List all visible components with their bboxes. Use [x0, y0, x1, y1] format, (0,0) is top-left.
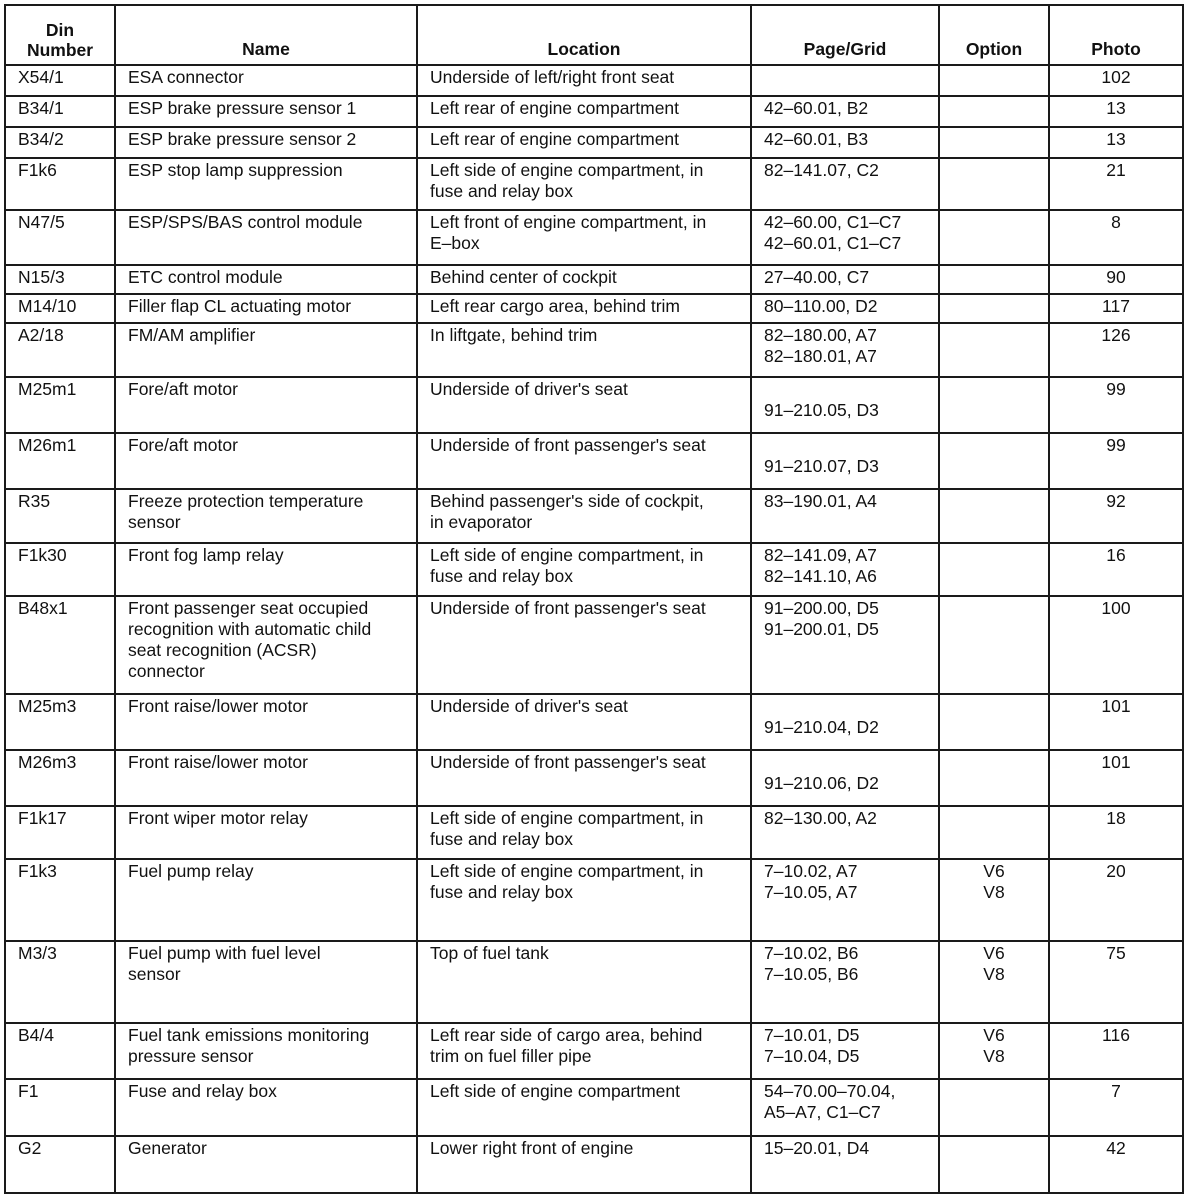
option-line: V8 [983, 1046, 1005, 1066]
header-name: Name [115, 5, 417, 65]
table-row [5, 941, 1183, 1023]
photo-cell [1049, 377, 1183, 433]
page-line: 82–141.07, C2 [764, 160, 879, 180]
option-cell [939, 323, 1049, 377]
din-number-cell [5, 210, 115, 265]
name-line: sensor [128, 964, 181, 984]
location-line: Underside of driver's seat [430, 696, 628, 716]
name-cell [115, 210, 417, 265]
location-line: fuse and relay box [430, 566, 574, 586]
photo-cell [1049, 323, 1183, 377]
header-photo: Photo [1049, 5, 1183, 65]
din-value: A2/18 [18, 325, 64, 345]
location-line: Behind center of cockpit [430, 267, 617, 287]
table-row [5, 1079, 1183, 1136]
page-line [764, 379, 930, 400]
photo-cell [1049, 941, 1183, 1023]
din-value: F1 [18, 1081, 39, 1101]
photo-value: 8 [1111, 212, 1121, 232]
name-cell [115, 127, 417, 158]
option-cell [939, 433, 1049, 489]
page-line: 7–10.01, D5 [764, 1025, 860, 1045]
din-number-cell [5, 859, 115, 941]
location-cell [417, 377, 751, 433]
page-line: 91–210.07, D3 [764, 456, 879, 476]
photo-cell [1049, 96, 1183, 127]
location-cell [417, 941, 751, 1023]
name-cell [115, 377, 417, 433]
name-line: Front wiper motor relay [128, 808, 308, 828]
table-row [5, 323, 1183, 377]
location-line: Top of fuel tank [430, 943, 549, 963]
location-line: Left side of engine compartment, in [430, 545, 704, 565]
din-value: M26m1 [18, 435, 77, 455]
location-cell [417, 596, 751, 694]
page-line [764, 435, 930, 456]
din-number-cell [5, 1023, 115, 1079]
din-value: M26m3 [18, 752, 77, 772]
location-line: Underside of front passenger's seat [430, 752, 706, 772]
din-number-cell [5, 941, 115, 1023]
photo-value: 21 [1106, 160, 1126, 180]
name-line: Front passenger seat occupied [128, 598, 369, 618]
name-line: ESA connector [128, 67, 244, 87]
location-cell [417, 294, 751, 323]
name-cell [115, 596, 417, 694]
location-cell [417, 694, 751, 750]
page-grid-cell [751, 210, 939, 265]
name-line: Front raise/lower motor [128, 752, 308, 772]
location-cell [417, 210, 751, 265]
option-cell [939, 127, 1049, 158]
option-line: V6 [983, 1025, 1005, 1045]
location-line: Left side of engine compartment, in [430, 861, 704, 881]
din-number-cell [5, 127, 115, 158]
location-cell [417, 265, 751, 294]
photo-value: 92 [1106, 491, 1126, 511]
photo-value: 117 [1102, 296, 1130, 316]
name-cell [115, 294, 417, 323]
photo-value: 101 [1101, 752, 1131, 772]
table-row [5, 694, 1183, 750]
page-line: 82–180.00, A7 [764, 325, 877, 345]
page-grid-cell [751, 489, 939, 543]
name-line: recognition with automatic child [128, 619, 372, 639]
option-cell [939, 210, 1049, 265]
din-value: M14/10 [18, 296, 77, 316]
location-line: Left side of engine compartment, in [430, 808, 704, 828]
table-row [5, 433, 1183, 489]
page-line: A5–A7, C1–C7 [764, 1102, 881, 1122]
din-number-cell [5, 377, 115, 433]
table-row [5, 127, 1183, 158]
location-cell [417, 543, 751, 596]
location-line: Underside of front passenger's seat [430, 598, 706, 618]
page-line: 42–60.00, C1–C7 [764, 212, 902, 232]
din-value: F1k3 [18, 861, 57, 881]
name-line: Fuse and relay box [128, 1081, 277, 1101]
name-line: ETC control module [128, 267, 283, 287]
option-cell [939, 96, 1049, 127]
name-line: Filler flap CL actuating motor [128, 296, 352, 316]
location-cell [417, 96, 751, 127]
name-line: Fuel pump with fuel level [128, 943, 321, 963]
page-grid-cell [751, 596, 939, 694]
table-row [5, 596, 1183, 694]
name-line: Fuel tank emissions monitoring [128, 1025, 370, 1045]
page-line: 82–130.00, A2 [764, 808, 877, 828]
page-grid-cell [751, 377, 939, 433]
page-line: 80–110.00, D2 [764, 296, 878, 316]
din-value: N47/5 [18, 212, 65, 232]
location-cell [417, 1023, 751, 1079]
location-line: Underside of driver's seat [430, 379, 628, 399]
table-row [5, 543, 1183, 596]
din-number-cell [5, 1136, 115, 1193]
location-line: fuse and relay box [430, 829, 574, 849]
page-grid-cell [751, 1136, 939, 1193]
page-grid-cell [751, 158, 939, 210]
location-cell [417, 323, 751, 377]
name-line: sensor [128, 512, 181, 532]
location-line: Left side of engine compartment [430, 1081, 681, 1101]
name-line: ESP brake pressure sensor 1 [128, 98, 357, 118]
name-cell [115, 941, 417, 1023]
page-line: 91–200.01, D5 [764, 619, 879, 639]
photo-cell [1049, 1079, 1183, 1136]
page-line: 82–141.10, A6 [764, 566, 877, 586]
page-grid-cell [751, 127, 939, 158]
name-line: Freeze protection temperature [128, 491, 364, 511]
page-line: 42–60.01, B3 [764, 129, 869, 149]
photo-value: 99 [1106, 379, 1126, 399]
header-option: Option [939, 5, 1049, 65]
photo-value: 90 [1106, 267, 1126, 287]
location-line: Left rear of engine compartment [430, 129, 680, 149]
option-cell [939, 694, 1049, 750]
location-line: Left side of engine compartment, in [430, 160, 704, 180]
name-cell [115, 65, 417, 96]
header-din-line-2: Number [26, 40, 94, 60]
page-line: 15–20.01, D4 [764, 1138, 870, 1158]
photo-cell [1049, 489, 1183, 543]
din-value: F1k30 [18, 545, 67, 565]
location-line: In liftgate, behind trim [430, 325, 598, 345]
location-cell [417, 127, 751, 158]
page-grid-cell [751, 694, 939, 750]
location-line: Left front of engine compartment, in [430, 212, 707, 232]
option-cell [939, 489, 1049, 543]
photo-value: 99 [1106, 435, 1126, 455]
name-cell [115, 1023, 417, 1079]
location-line: fuse and relay box [430, 882, 574, 902]
option-cell [939, 65, 1049, 96]
din-value: N15/3 [18, 267, 65, 287]
name-line: ESP/SPS/BAS control module [128, 212, 363, 232]
name-cell [115, 543, 417, 596]
option-line: V8 [983, 964, 1005, 984]
location-line: in evaporator [430, 512, 533, 532]
page-grid-cell [751, 323, 939, 377]
photo-value: 16 [1106, 545, 1126, 565]
photo-value: 102 [1101, 67, 1131, 87]
page-line: 27–40.00, C7 [764, 267, 870, 287]
photo-value: 100 [1101, 598, 1131, 618]
name-cell [115, 96, 417, 127]
din-value: M25m1 [18, 379, 77, 399]
name-line: ESP brake pressure sensor 2 [128, 129, 357, 149]
location-line: Left rear cargo area, behind trim [430, 296, 680, 316]
din-value: X54/1 [18, 67, 64, 87]
page-grid-cell [751, 1079, 939, 1136]
page-line: 91–200.00, D5 [764, 598, 879, 618]
page-line: 91–210.04, D2 [764, 717, 879, 737]
header-page-grid: Page/Grid [751, 5, 939, 65]
page-line: 42–60.01, C1–C7 [764, 233, 902, 253]
option-cell [939, 543, 1049, 596]
option-cell [939, 941, 1049, 1023]
din-number-cell [5, 65, 115, 96]
page-line: 7–10.04, D5 [764, 1046, 860, 1066]
photo-cell [1049, 294, 1183, 323]
table-row [5, 1023, 1183, 1079]
location-cell [417, 750, 751, 806]
location-cell [417, 1079, 751, 1136]
option-cell [939, 265, 1049, 294]
option-line: V6 [983, 943, 1005, 963]
name-line: Fore/aft motor [128, 379, 238, 399]
page-line: 7–10.02, A7 [764, 861, 858, 881]
location-cell [417, 433, 751, 489]
option-line: V8 [983, 882, 1005, 902]
photo-cell [1049, 1136, 1183, 1193]
page-grid-cell [751, 859, 939, 941]
photo-cell [1049, 859, 1183, 941]
header-location: Location [417, 5, 751, 65]
page-line: 82–180.01, A7 [764, 346, 877, 366]
din-value: M25m3 [18, 696, 77, 716]
page-grid-cell [751, 750, 939, 806]
location-line: Underside of left/right front seat [430, 67, 675, 87]
location-cell [417, 489, 751, 543]
din-number-cell [5, 596, 115, 694]
photo-cell [1049, 694, 1183, 750]
location-line: fuse and relay box [430, 181, 574, 201]
option-cell [939, 806, 1049, 859]
option-cell [939, 377, 1049, 433]
table-row [5, 489, 1183, 543]
name-line: ESP stop lamp suppression [128, 160, 343, 180]
location-line: Left rear side of cargo area, behind [430, 1025, 703, 1045]
photo-cell [1049, 210, 1183, 265]
location-cell [417, 158, 751, 210]
din-number-cell [5, 694, 115, 750]
option-cell [939, 294, 1049, 323]
location-line: Lower right front of engine [430, 1138, 634, 1158]
photo-cell [1049, 543, 1183, 596]
name-cell [115, 859, 417, 941]
photo-value: 116 [1102, 1025, 1130, 1045]
din-value: B34/2 [18, 129, 64, 149]
table-row [5, 806, 1183, 859]
din-number-cell [5, 294, 115, 323]
table-row [5, 377, 1183, 433]
page-line: 82–141.09, A7 [764, 545, 877, 565]
photo-cell [1049, 127, 1183, 158]
page-line: 7–10.05, B6 [764, 964, 859, 984]
din-number-cell [5, 1079, 115, 1136]
option-cell [939, 1023, 1049, 1079]
photo-cell [1049, 1023, 1183, 1079]
name-cell [115, 489, 417, 543]
page-grid-cell [751, 543, 939, 596]
table-row [5, 96, 1183, 127]
name-cell [115, 806, 417, 859]
option-cell [939, 596, 1049, 694]
din-number-cell [5, 158, 115, 210]
photo-value: 7 [1111, 1081, 1121, 1101]
option-cell [939, 750, 1049, 806]
header-din-number [5, 5, 115, 65]
page-grid-cell [751, 96, 939, 127]
photo-cell [1049, 806, 1183, 859]
name-line: Generator [128, 1138, 207, 1158]
page-line [764, 696, 930, 717]
din-value: R35 [18, 491, 51, 511]
name-cell [115, 694, 417, 750]
page-line: 7–10.05, A7 [764, 882, 858, 902]
option-cell [939, 1079, 1049, 1136]
name-line: Fore/aft motor [128, 435, 238, 455]
name-cell [115, 323, 417, 377]
photo-cell [1049, 433, 1183, 489]
table-row [5, 750, 1183, 806]
location-line: Behind passenger's side of cockpit, [430, 491, 704, 511]
din-number-cell [5, 806, 115, 859]
din-value: G2 [18, 1138, 42, 1158]
name-line: Fuel pump relay [128, 861, 254, 881]
page-line: 54–70.00–70.04, [764, 1081, 896, 1101]
din-number-cell [5, 323, 115, 377]
table-body [5, 65, 1183, 1193]
page-line: 7–10.02, B6 [764, 943, 859, 963]
table-row [5, 158, 1183, 210]
page-line: 91–210.05, D3 [764, 400, 879, 420]
name-line: Front raise/lower motor [128, 696, 308, 716]
din-number-cell [5, 543, 115, 596]
name-line: pressure sensor [128, 1046, 254, 1066]
din-number-cell [5, 96, 115, 127]
header-din-line-1: Din [45, 20, 75, 40]
din-value: F1k17 [18, 808, 67, 828]
din-value: B34/1 [18, 98, 64, 118]
photo-value: 13 [1106, 129, 1126, 149]
page-line: 42–60.01, B2 [764, 98, 869, 118]
din-value: B4/4 [18, 1025, 54, 1045]
photo-cell [1049, 158, 1183, 210]
location-line: trim on fuel filler pipe [430, 1046, 592, 1066]
photo-value: 18 [1106, 808, 1126, 828]
table-row [5, 265, 1183, 294]
table-row [5, 210, 1183, 265]
component-location-table [4, 4, 1184, 1194]
name-cell [115, 265, 417, 294]
photo-value: 101 [1101, 696, 1131, 716]
option-cell [939, 1136, 1049, 1193]
name-line: seat recognition (ACSR) [128, 640, 317, 660]
header-row [5, 5, 1183, 65]
page-grid-cell [751, 941, 939, 1023]
page-grid-cell [751, 806, 939, 859]
name-line: FM/AM amplifier [128, 325, 256, 345]
din-number-cell [5, 265, 115, 294]
name-cell [115, 1079, 417, 1136]
photo-cell [1049, 750, 1183, 806]
din-number-cell [5, 489, 115, 543]
table-row [5, 65, 1183, 96]
name-line: connector [128, 661, 205, 681]
page-line [764, 752, 930, 773]
photo-value: 75 [1106, 943, 1126, 963]
din-value: F1k6 [18, 160, 57, 180]
option-cell [939, 859, 1049, 941]
photo-value: 20 [1106, 861, 1126, 881]
page-grid-cell [751, 65, 939, 96]
page-line: 91–210.06, D2 [764, 773, 879, 793]
photo-cell [1049, 596, 1183, 694]
page-grid-cell [751, 265, 939, 294]
name-cell [115, 750, 417, 806]
name-cell [115, 158, 417, 210]
photo-value: 42 [1106, 1138, 1126, 1158]
page-line: 83–190.01, A4 [764, 491, 877, 511]
option-cell [939, 158, 1049, 210]
page-grid-cell [751, 1023, 939, 1079]
page-grid-cell [751, 433, 939, 489]
table-row [5, 859, 1183, 941]
table-row [5, 1136, 1183, 1193]
din-value: M3/3 [18, 943, 57, 963]
table-row [5, 294, 1183, 323]
din-value: B48x1 [18, 598, 68, 618]
location-line: Left rear of engine compartment [430, 98, 680, 118]
location-cell [417, 859, 751, 941]
din-number-cell [5, 750, 115, 806]
location-line: Underside of front passenger's seat [430, 435, 706, 455]
location-cell [417, 65, 751, 96]
din-number-cell [5, 433, 115, 489]
photo-value: 13 [1106, 98, 1126, 118]
page-grid-cell [751, 294, 939, 323]
photo-cell [1049, 65, 1183, 96]
photo-cell [1049, 265, 1183, 294]
name-cell [115, 433, 417, 489]
name-cell [115, 1136, 417, 1193]
name-line: Front fog lamp relay [128, 545, 284, 565]
option-line: V6 [983, 861, 1005, 881]
location-cell [417, 806, 751, 859]
location-line: E–box [430, 233, 480, 253]
location-cell [417, 1136, 751, 1193]
photo-value: 126 [1101, 325, 1131, 345]
